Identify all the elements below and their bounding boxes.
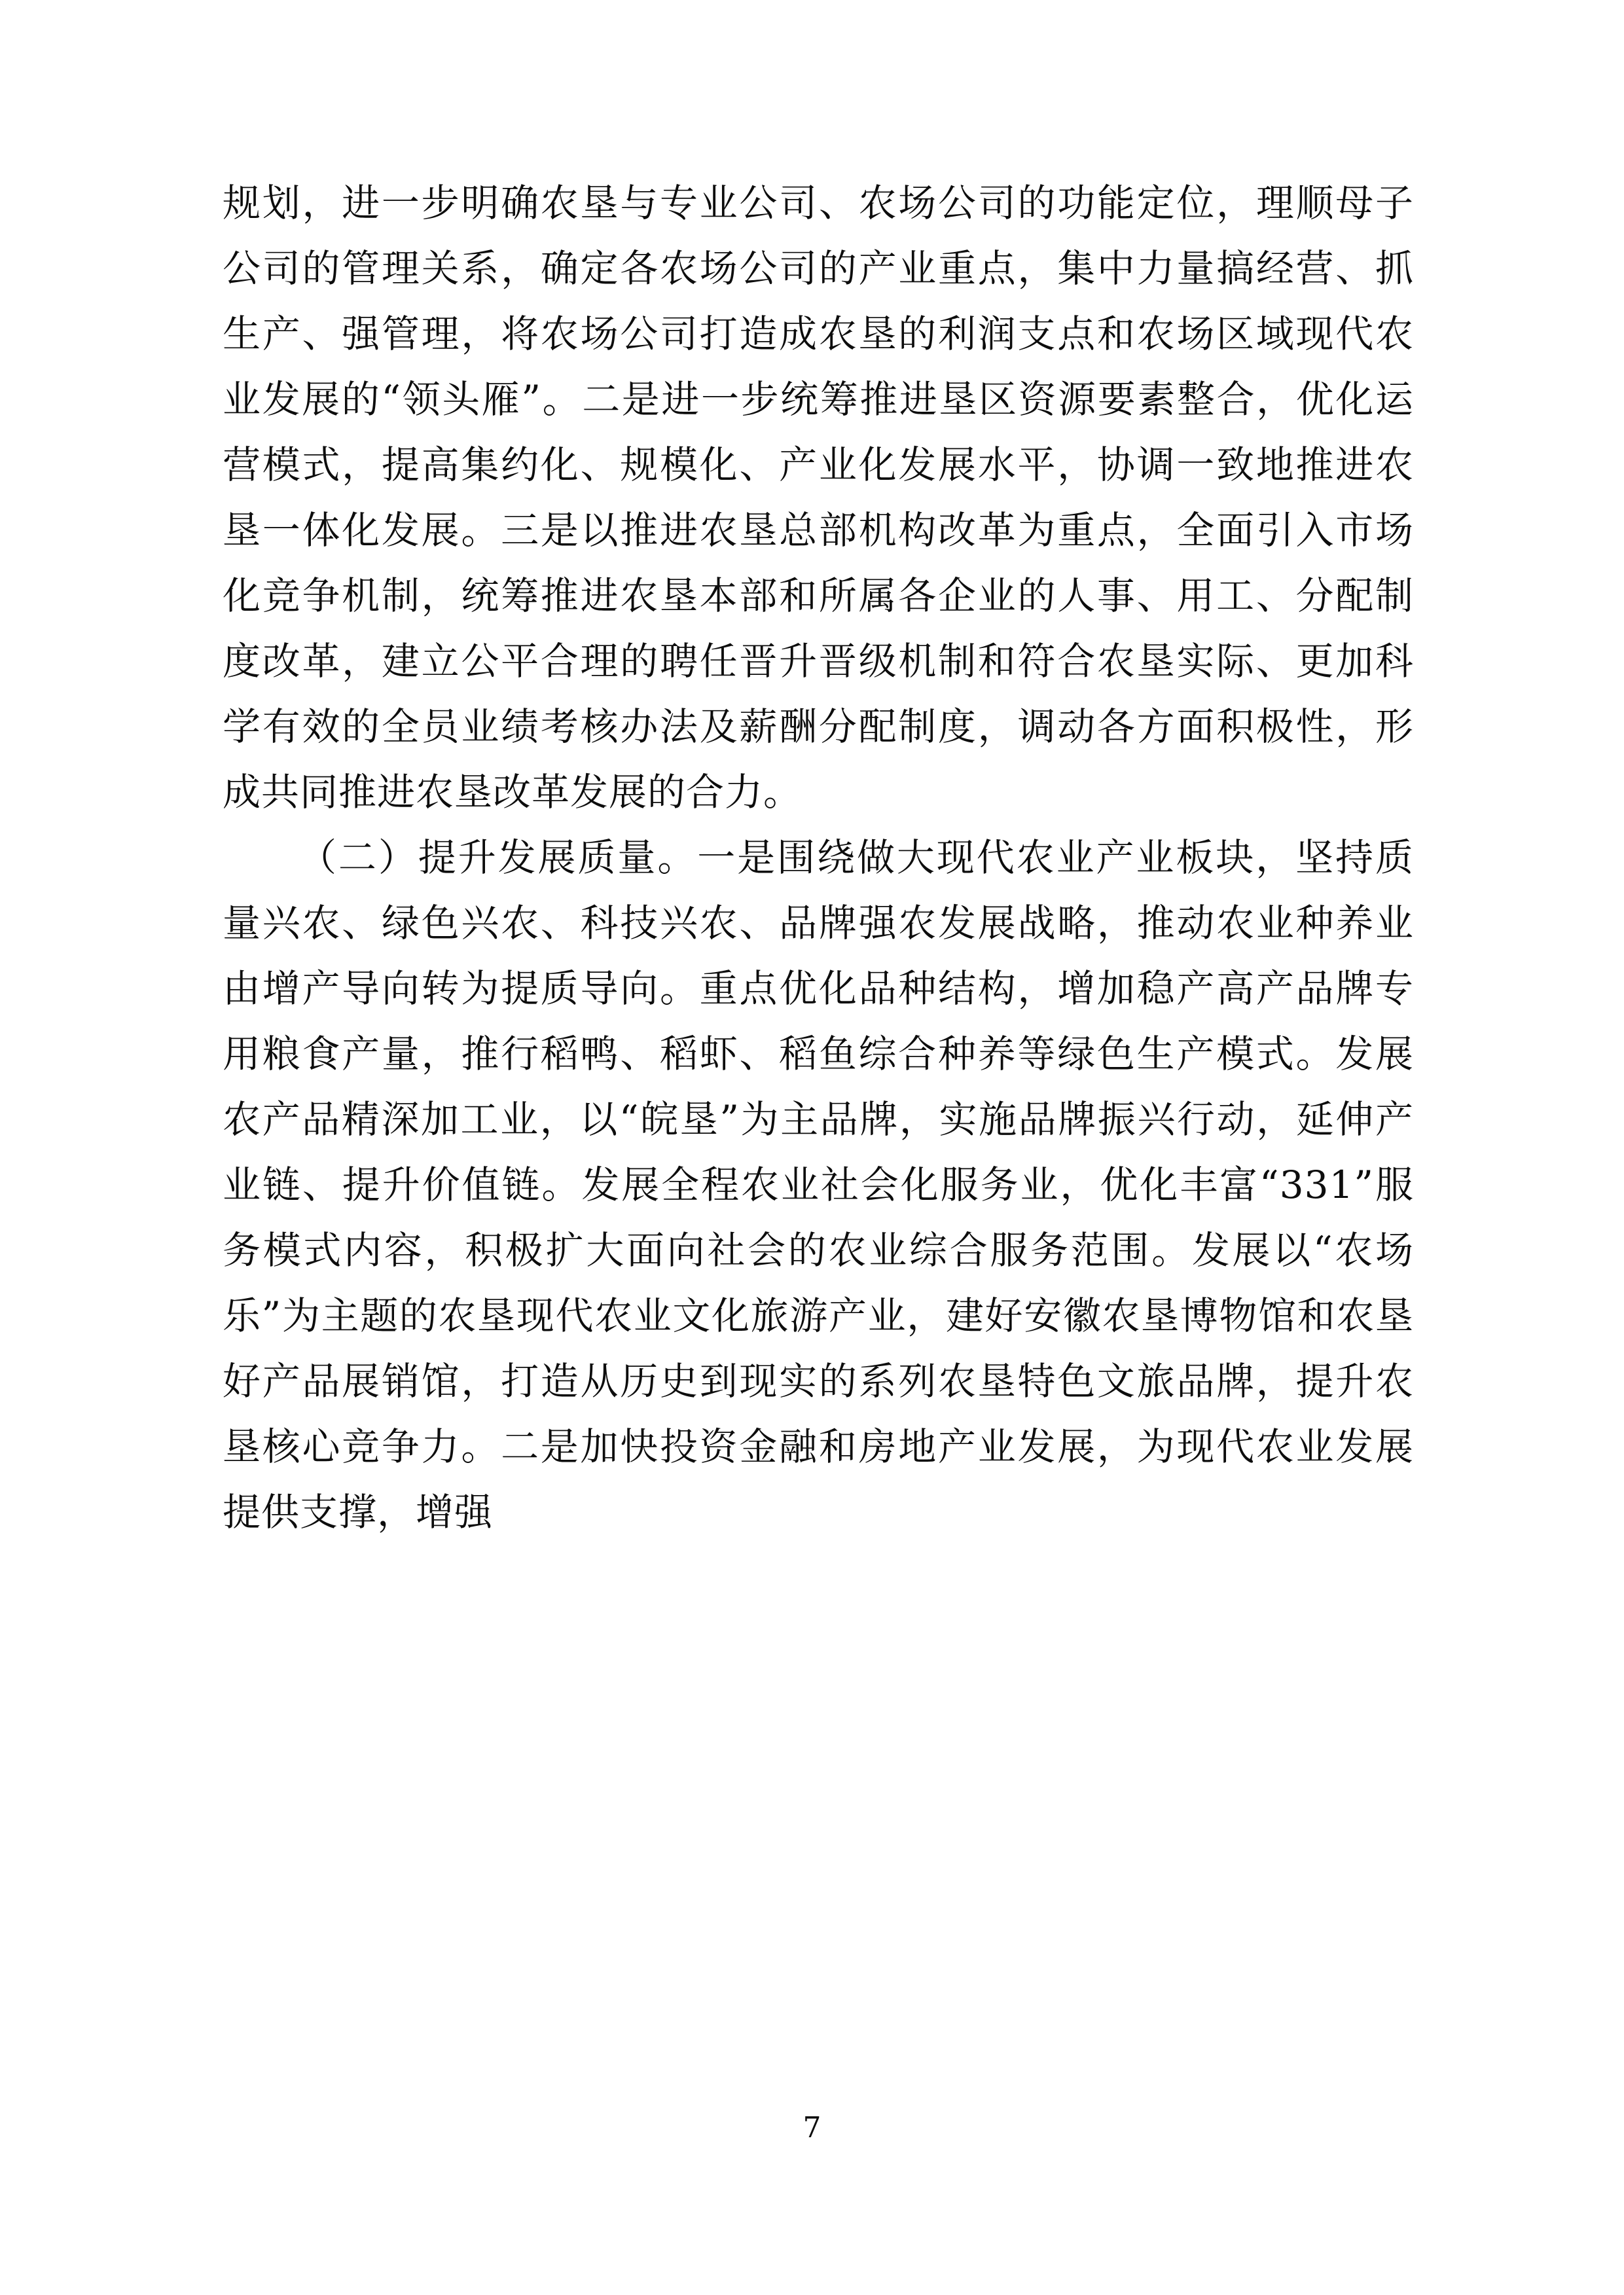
document-body [223,170,1414,1545]
page-number: 7 [803,2111,821,2144]
paragraph-1: 规划，进一步明确农垦与专业公司、农场公司的功能定位，理顺母子公司的管理关系，确定各农场公司的产业重点，集中力量搞经营、抓生产、强管理，将农场公司打造成农垦的利润支点和农场区域现代农业发展的“领头雁”。二是进一步统筹推进垦区资源要素整合，优化运营模式，提高集约化、规模化、产业化发展水平，协调一致地推进农垦一体化发展。三是以推进农垦总部机构改革为重点，全面引入市场化竞争机制，统筹推进农垦本部和所属各企业的人事、用工、分配制度改革，建立公平合理的聘任晋升晋级机制和符合农垦实际、更加科学有效的全员业绩考核办法及薪酬分配制度，调动各方面积极性，形成共同推进农垦改革发展的合力。 [223,181,1414,814]
paragraph-2: （二）提升发展质量。一是围绕做大现代农业产业板块，坚持质量兴农、绿色兴农、科技兴农、品牌强农发展战略，推动农业种养业由增产导向转为提质导向。重点优化品种结构，增加稳产高产品牌专用粮食产量，推行稻鸭、稻虾、稻鱼综合种养等绿色生产模式。发展农产品精深加工业，以“皖垦”为主品牌，实施品牌振兴行动，延伸产业链、提升价值链。发展全程农业社会化服务业，优化丰富“331”服务模式内容，积极扩大面向社会的农业综合服务范围。发展以“农场乐”为主题的农垦现代农业文化旅游产业，建好安徽农垦博物馆和农垦好产品展销馆，打造从历史到现实的系列农垦特色文旅品牌，提升农垦核心竞争力。二是加快投资金融和房地产业发展，为现代农业发展提供支撑，增强 [223,835,1414,1534]
